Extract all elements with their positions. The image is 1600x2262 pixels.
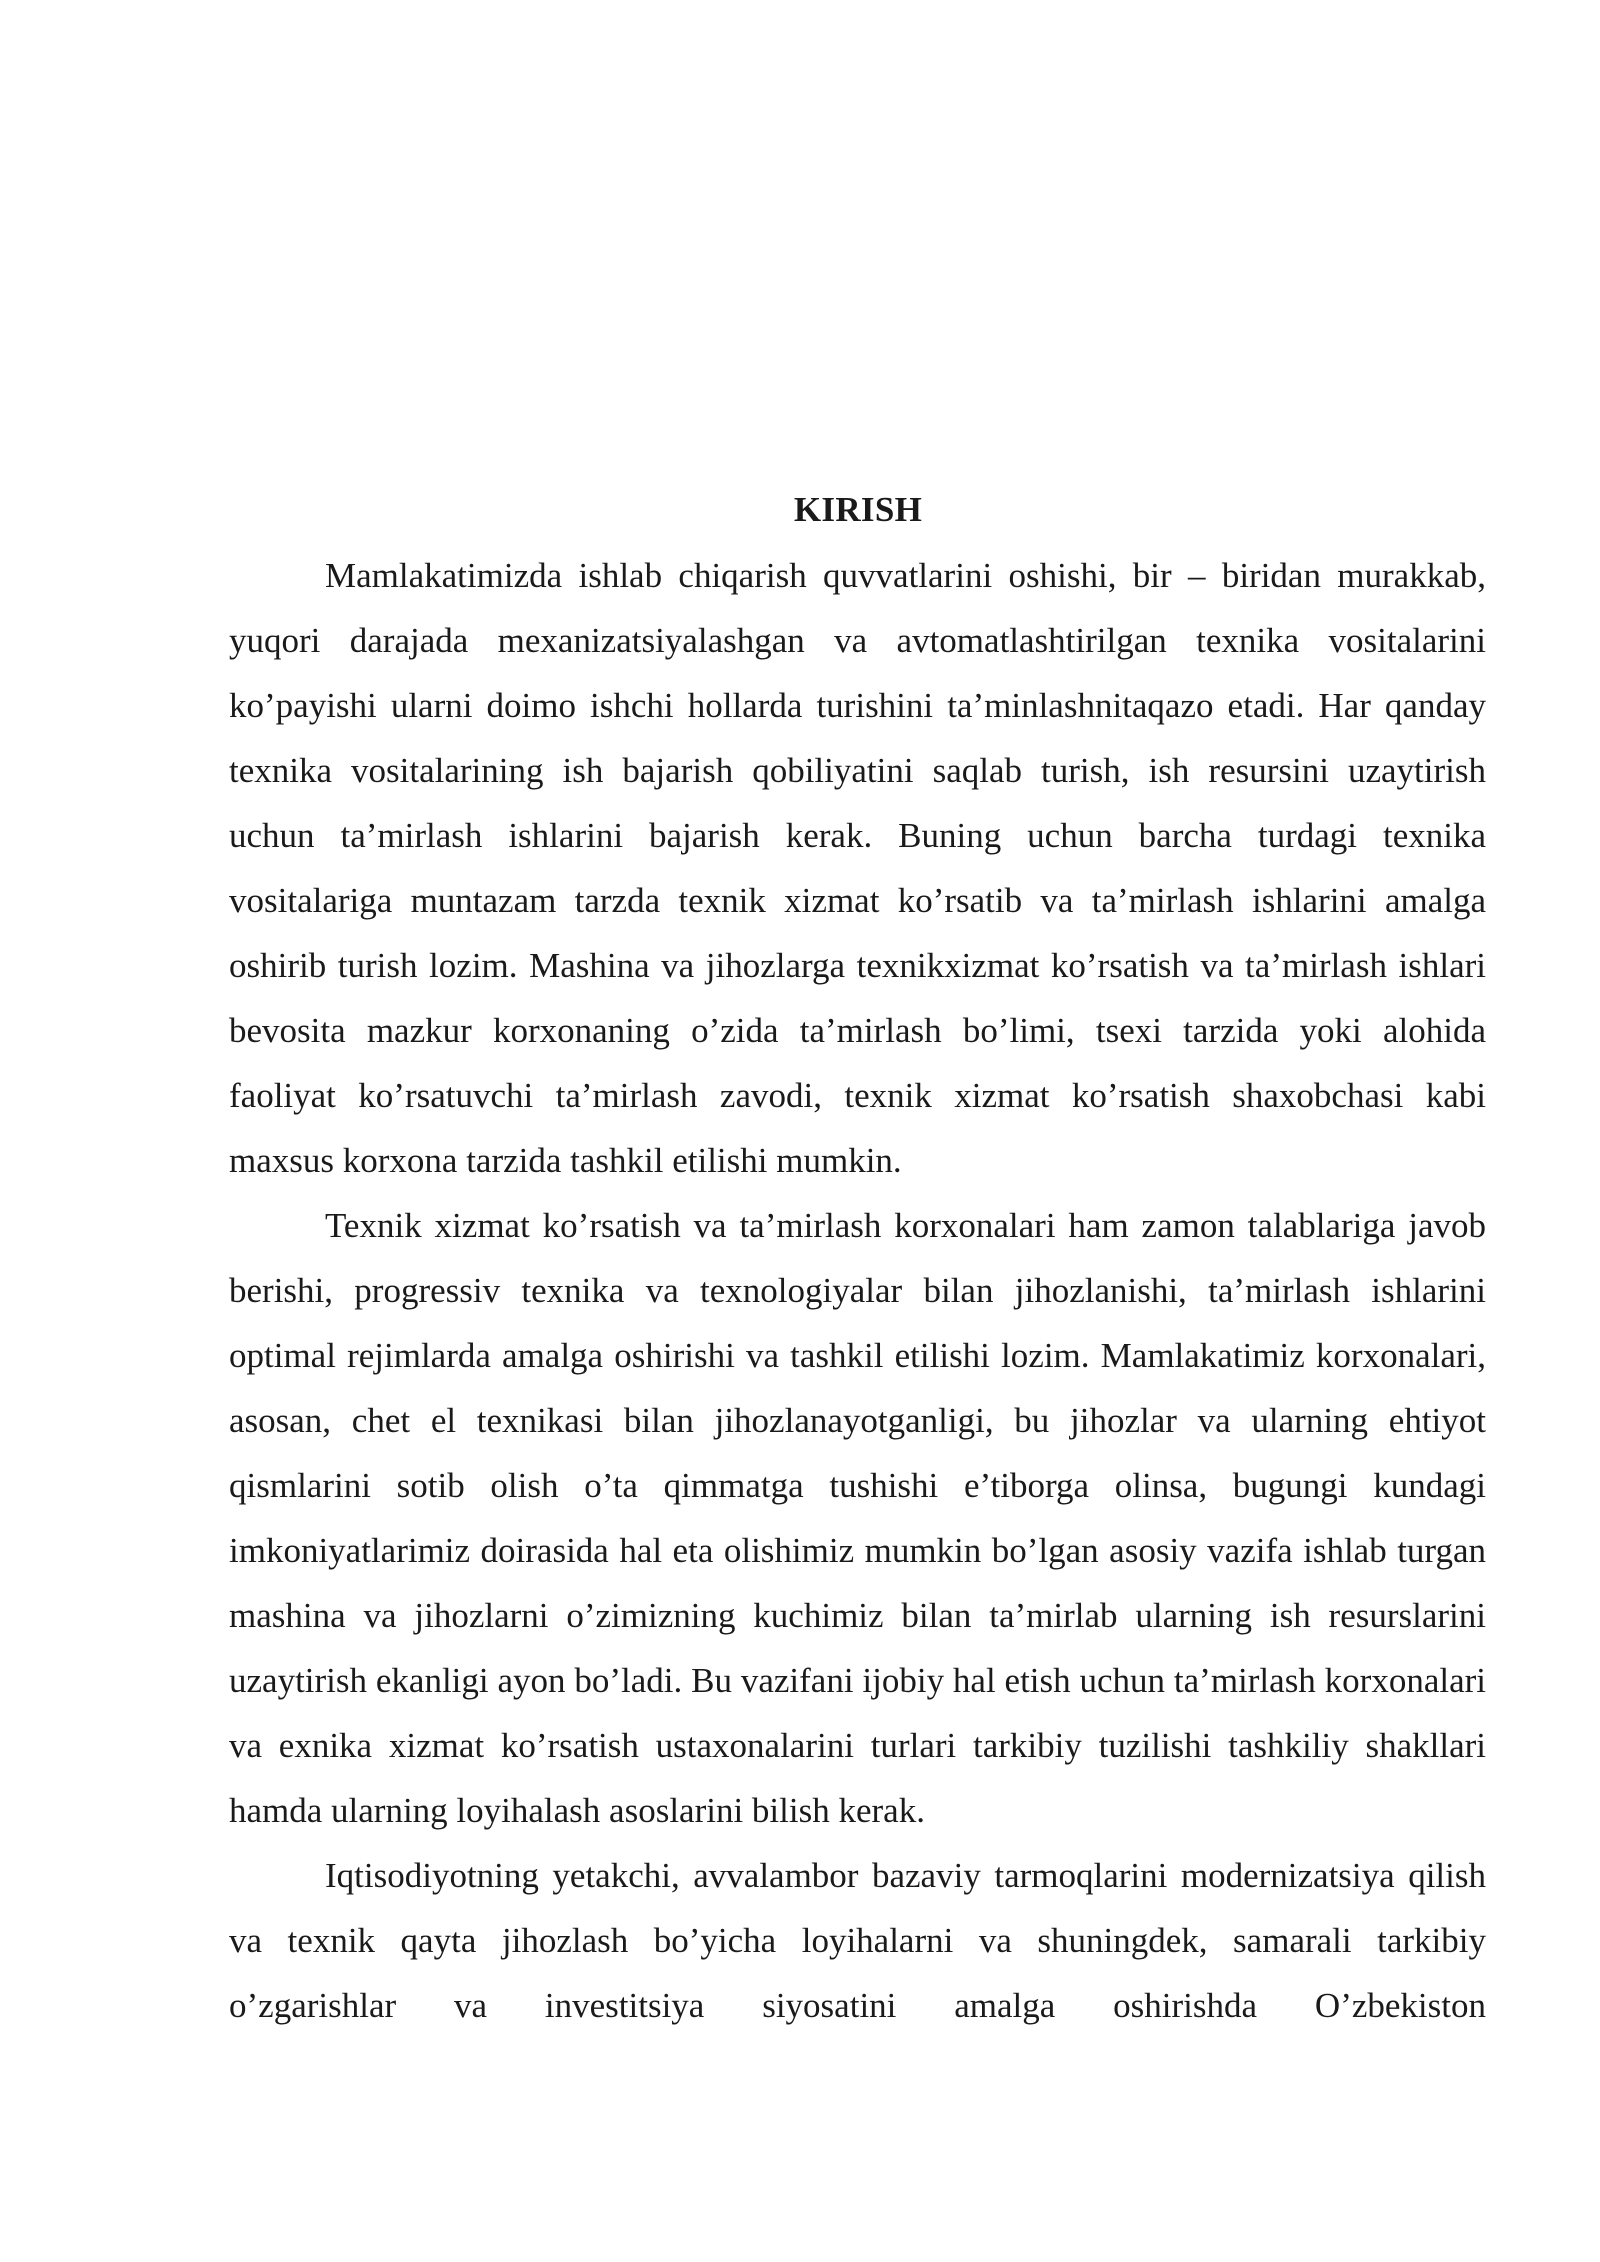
paragraph: Iqtisodiyotning yetakchi, avvalambor bazaviy tarmoqlarini modernizatsiya qilish va texnik qayta jihozlash bo’yicha loyihalarni va shuningdek, samarali tarkibiy o’zgarishlar va investitsiya siyosatini amalga oshirishda O’zbekiston [229,1856,1486,2025]
paragraph: Texnik xizmat ko’rsatish va ta’mirlash korxonalari ham zamon talablariga javob berishi, progressiv texnika va texnologiyalar bilan jihozlanishi, ta’mirlash ishlarini optimal rejimlarda amalga oshirishi va tashkil etilishi lozim. Mamlakatimiz korxonalari, asosan, chet el texnikasi bilan jihozlanayotganligi, bu jihozlar va ularning ehtiyot qismlarini sotib olish o’ta qimmatga tushishi e’tiborga olinsa, bugungi kundagi imkoniyatlarimiz doirasida hal eta olishimiz mumkin bo’lgan asosiy vazifa ishlab turgan mashina va jihozlarni o’zimizning kuchimiz bilan ta’mirlab ularning ish resurslarini uzaytirish ekanligi ayon bo’ladi. Bu vazifani ijobiy hal etish uchun ta’mirlash korxonalari va exnika xizmat ko’rsatish ustaxonalarini turlari tarkibiy tuzilishi tashkiliy shakllari hamda ularning loyihalash asoslarini bilish kerak. [229,1206,1486,1830]
section-title: KIRISH [793,490,923,529]
body-text [229,543,1486,2038]
paragraph: Mamlakatimizda ishlab chiqarish quvvatlarini oshishi, bir – biridan murakkab, yuqori darajada mexanizatsiyalashgan va avtomatlashtirilgan texnika vositalarini ko’payishi ularni doimo ishchi hollarda turishini ta’minlashnitaqazo etadi. Har qanday texnika vositalarining ish bajarish qobiliyatini saqlab turish, ish resursini uzaytirish uchun ta’mirlash ishlarini bajarish kerak. Buning uchun barcha turdagi texnika vositalariga muntazam tarzda texnik xizmat ko’rsatib va ta’mirlash ishlarini amalga oshirib turish lozim. Mashina va jihozlarga texnikxizmat ko’rsatish va ta’mirlash ishlari bevosita mazkur korxonaning o’zida ta’mirlash bo’limi, tsexi tarzida yoki alohida faoliyat ko’rsatuvchi ta’mirlash zavodi, texnik xizmat ko’rsatish shaxobchasi kabi maxsus korxona tarzida tashkil etilishi mumkin. [229,556,1486,1180]
